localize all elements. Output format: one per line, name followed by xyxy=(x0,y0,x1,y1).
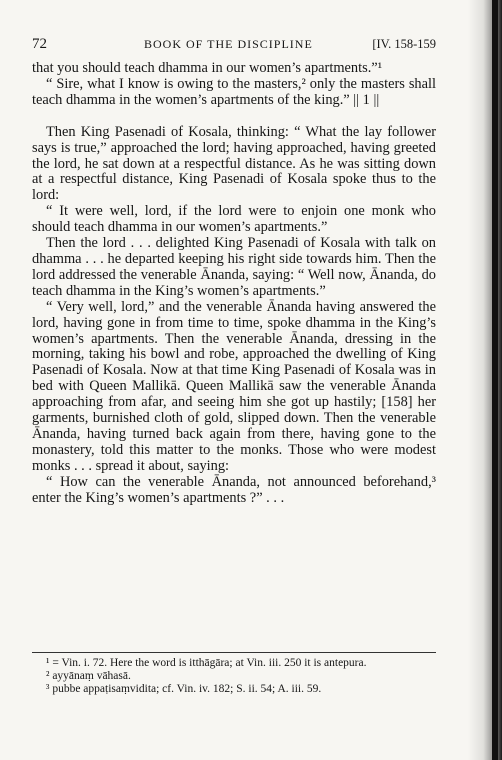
section-reference: [IV. 158-159 xyxy=(372,37,436,51)
paragraph: “ Very well, lord,” and the venerable Ānanda having answered the lord, having gone in from time to time, spoke dhamma in the King’s women’s apartments. Then the venerable Ānanda, dressing in the morning, taking his bowl and robe, approached the dwelling of King Pasenadi of Kosala. Now at that time King Pasenadi of Kosala was in bed with Queen Mallikā. Queen Mallikā saw the venerable Ānanda approaching from afar, and seeing him she got up hastily; [158] her garments, burnished cloth of gold, slipped down. Then the venerable Ānanda, having turned back again from there, having gone to the monastery, told this matter to the monks. Those who were modest monks . . . spread it about, saying: xyxy=(32,298,436,474)
running-title: BOOK OF THE DISCIPLINE xyxy=(144,37,313,51)
page-number: 72 xyxy=(32,36,47,52)
paragraph: that you should teach dhamma in our women’s apartments.”¹ xyxy=(32,60,383,76)
running-header xyxy=(32,36,436,54)
paragraph: Then the lord . . . delighted King Pasenadi of Kosala with talk on dhamma . . . he departed keeping his right side towards him. Then the lord addressed the venerable Ānanda, saying: “ Well now, Ānanda, do teach dhamma in the King’s women’s apartments.” xyxy=(32,235,436,299)
paragraph: “ How can the venerable Ānanda, not announced beforehand,³ enter the King’s women’s apartments ?” . . . xyxy=(32,473,436,506)
paragraph: Then King Pasenadi of Kosala, thinking: “ What the lay follower says is true,” approached the lord; having approached, having greeted the lord, he sat down at a respectful distance. As he was sitting down at a respectful distance, King Pasenadi of Kosala spoke thus to the lord: xyxy=(32,123,436,204)
paragraph: “ It were well, lord, if the lord were to enjoin one monk who should teach dhamma in our women’s apartments.” xyxy=(32,203,436,236)
body-text xyxy=(32,61,436,506)
footnote: ² ayyānaṃ vāhasā. xyxy=(46,670,131,682)
footnote: ³ pubbe appaṭisaṃvidita; cf. Vin. iv. 182; S. ii. 54; A. iii. 59. xyxy=(46,683,322,695)
binding-edge xyxy=(492,0,498,760)
footnote: ¹ = Vin. i. 72. Here the word is itthāgāra; at Vin. iii. 250 it is antepura. xyxy=(46,657,367,669)
paragraph: “ Sire, what I know is owing to the masters,² only the masters shall teach dhamma in the women’s apartments of the king.” || 1 || xyxy=(32,75,436,108)
footnotes xyxy=(32,657,436,696)
footnote-rule xyxy=(32,652,436,653)
